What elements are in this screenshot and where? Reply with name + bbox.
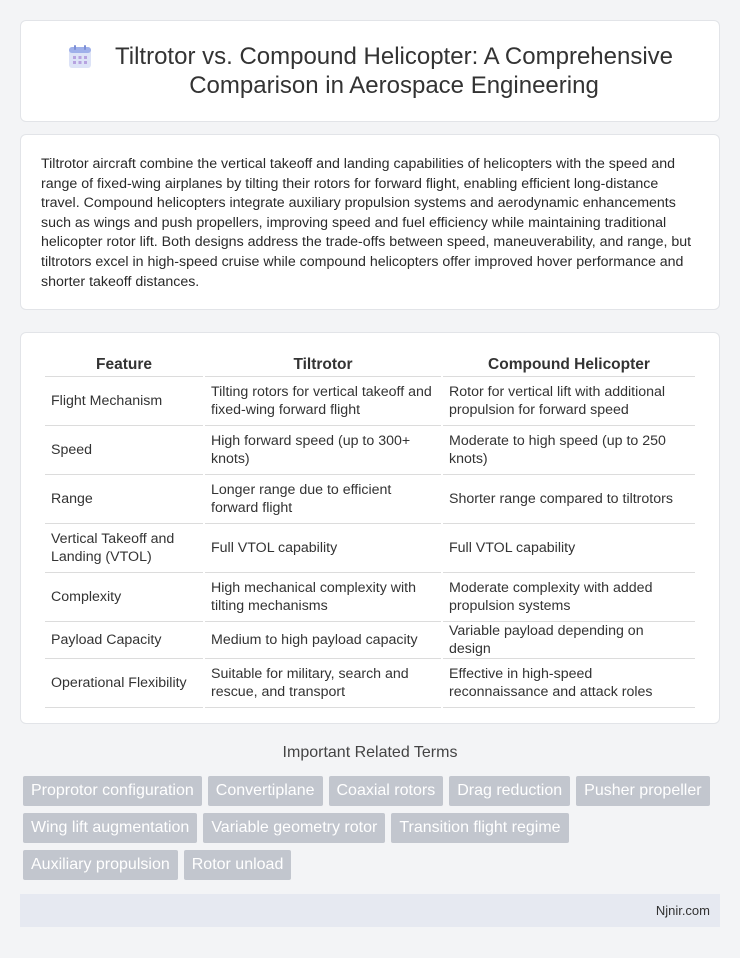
table-cell: Tilting rotors for vertical takeoff and fixed-wing forward flight (205, 377, 441, 426)
table-cell: Range (45, 475, 203, 524)
term-tag[interactable]: Coaxial rotors (329, 776, 444, 806)
page-title (115, 42, 673, 100)
term-tag[interactable]: Drag reduction (449, 776, 570, 806)
column-header-compound: Compound Helicopter (443, 353, 695, 377)
term-tag[interactable]: Convertiplane (208, 776, 323, 806)
table-row (45, 475, 695, 524)
table-cell: Longer range due to efficient forward flight (205, 475, 441, 524)
table-cell: Payload Capacity (45, 622, 203, 659)
intro-text: Tiltrotor aircraft combine the vertical takeoff and landing capabilities of helicopters with the speed and range of fixed-wing airplanes by tilting their rotors for forward flight, enabling efficient long-distance travel. Compound helicopters integrate auxiliary propulsion systems and aerodynamic enhancements such as wings and push propellers, improving speed and fuel efficiency while maintaining traditional helicopter rotor lift. Both designs address the trade-offs between speed, maneuverability, and range, but tiltrotors excel in high-speed cruise while compound helicopters offer improved hover performance and shorter takeoff distances. (41, 156, 692, 290)
table-cell: Moderate complexity with added propulsion systems (443, 573, 695, 622)
table-cell: Operational Flexibility (45, 659, 203, 708)
intro-card (20, 134, 720, 310)
column-header-feature: Feature (45, 353, 203, 377)
table-row (45, 377, 695, 426)
table-cell: High forward speed (up to 300+ knots) (205, 426, 441, 475)
table-cell: Full VTOL capability (443, 524, 695, 573)
comparison-table (43, 353, 697, 708)
term-tag[interactable]: Rotor unload (184, 850, 292, 880)
table-cell: Shorter range compared to tiltrotors (443, 475, 695, 524)
footer (20, 894, 720, 927)
table-cell: Rotor for vertical lift with additional propulsion for forward speed (443, 377, 695, 426)
comparison-table-card (20, 332, 720, 724)
table-row (45, 622, 695, 659)
term-tag[interactable]: Auxiliary propulsion (23, 850, 178, 880)
table-cell: Flight Mechanism (45, 377, 203, 426)
term-tag[interactable]: Wing lift augmentation (23, 813, 197, 843)
related-terms-title: Important Related Terms (282, 744, 458, 761)
table-cell: Full VTOL capability (205, 524, 441, 573)
term-tag[interactable]: Variable geometry rotor (203, 813, 385, 843)
table-cell: Medium to high payload capacity (205, 622, 441, 659)
table-header-row (45, 353, 695, 377)
table-cell: Vertical Takeoff and Landing (VTOL) (45, 524, 203, 573)
term-tag[interactable]: Transition flight regime (391, 813, 568, 843)
table-row (45, 573, 695, 622)
title-line-2: Comparison in Aerospace Engineering (189, 72, 599, 99)
table-row (45, 659, 695, 708)
table-cell: Variable payload depending on design (443, 622, 695, 659)
calendar-icon (67, 44, 93, 70)
table-cell: Suitable for military, search and rescue, and transport (205, 659, 441, 708)
table-cell: Effective in high-speed reconnaissance and attack roles (443, 659, 695, 708)
table-row (45, 524, 695, 573)
column-header-tiltrotor: Tiltrotor (205, 353, 441, 377)
title-line-1: Tiltrotor vs. Compound Helicopter: A Comprehensive (114, 43, 674, 70)
table-row (45, 426, 695, 475)
table-cell: Moderate to high speed (up to 250 knots) (443, 426, 695, 475)
term-tag[interactable]: Pusher propeller (576, 776, 709, 806)
table-cell: Complexity (45, 573, 203, 622)
header-card (20, 20, 720, 122)
term-tag[interactable]: Proprotor configuration (23, 776, 202, 806)
footer-site[interactable]: Njnir.com (655, 903, 710, 918)
table-cell: Speed (45, 426, 203, 475)
related-terms-list (23, 776, 723, 887)
table-cell: High mechanical complexity with tilting mechanisms (205, 573, 441, 622)
